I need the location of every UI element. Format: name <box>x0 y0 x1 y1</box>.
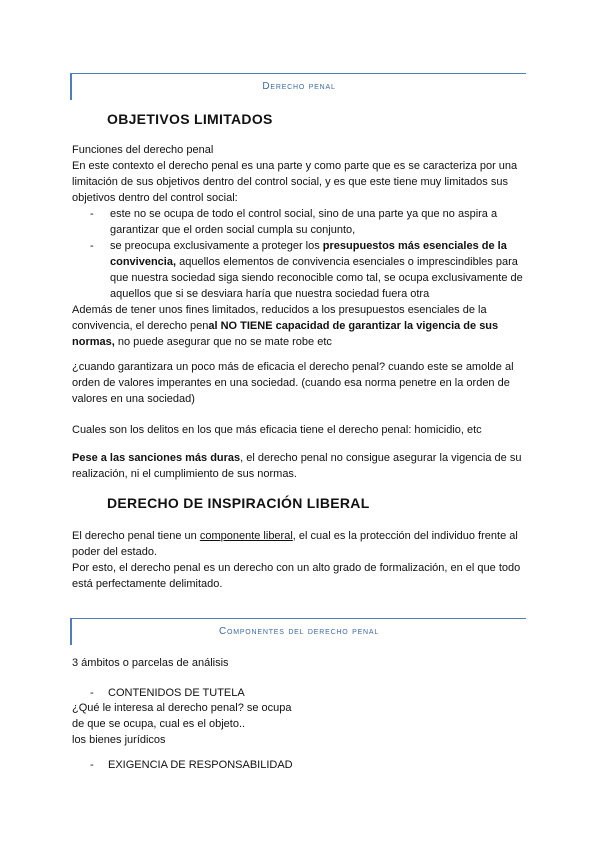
section-header-derecho-penal <box>70 73 526 100</box>
paragraph-tutela <box>72 700 532 748</box>
bullet-bold-text: presupuestos más esenciales de la convivencia, <box>110 240 507 268</box>
intro-line1: Funciones del derecho penal <box>72 144 214 156</box>
liberal-line2: Por esto, el derecho penal es un derecho con un alto grado de formalización, en el que todo está perfectamente delimitado. <box>72 562 521 590</box>
bullet-item-1 <box>90 206 532 238</box>
bullet-text: aquellos elementos de convivencia esenciales o imprescindibles para que nuestra sociedad siga siendo reconocible como tal, se ocupa exclusivamente de aquellos que si se desviara haría que nuestra sociedad fuera otra <box>110 256 523 300</box>
heading-objetivos-limitados: OBJETIVOS LIMITADOS <box>107 111 273 127</box>
fines-bold: al NO TIENE capacidad de garantizar la vigencia de sus normas, <box>72 320 499 348</box>
paragraph-eficacia <box>72 359 532 407</box>
dash-marker: - <box>90 687 94 699</box>
liberal-underline: componente liberal <box>199 530 293 542</box>
tutela-line3: los bienes jurídicos <box>72 734 166 746</box>
sanciones-bold: Pese a las sanciones más duras <box>72 452 241 464</box>
tutela-line1: ¿Qué le interesa al derecho penal? se ocupa <box>72 702 292 714</box>
ambitos-text: 3 ámbitos o parcelas de análisis <box>72 657 229 669</box>
liberal-text-end: , el cual es la protección del individuo frente al poder del estado. <box>72 530 518 558</box>
paragraph-delitos <box>72 422 532 438</box>
tutela-line2: de que se ocupa, cual es el objeto.. <box>72 718 246 730</box>
bullet-item-2 <box>90 238 532 302</box>
eficacia-text: ¿cuando garantizara un poco más de eficacia el derecho penal? cuando este se amolde al orden de valores imperantes en una sociedad. (cuando esa norma penetre en la orden de valores en una sociedad) <box>72 361 514 405</box>
dash-label: EXIGENCIA DE RESPONSABILIDAD <box>108 759 293 771</box>
bullet-text: este no se ocupa de todo el control social, sino de una parte ya que no aspira a garantizar que el orden social cumpla su conjunto, <box>110 208 498 236</box>
section-header-title: Derecho penal <box>262 81 336 92</box>
fines-text: Además de tener unos fines limitados, reducidos a los presupuestos esenciales de la convivencia, el derecho pen <box>72 304 487 332</box>
dash-item-contenidos <box>90 687 245 699</box>
intro-block <box>72 142 532 302</box>
bullet-text: se preocupa exclusivamente a proteger los <box>110 240 323 252</box>
fines-text-end: no puede asegurar que no se mate robe etc <box>114 336 332 348</box>
heading-derecho-liberal: DERECHO DE INSPIRACIÓN LIBERAL <box>107 495 370 511</box>
section-header-componentes <box>70 618 526 645</box>
dash-label: CONTENIDOS DE TUTELA <box>108 687 245 699</box>
intro-line2: En este contexto el derecho penal es una parte y como parte que es se caracteriza por una limitación de sus objetivos dentro del control social, y es que este tiene muy limitados sus objetivos dentro del control social: <box>72 160 518 204</box>
liberal-text: El derecho penal tiene un <box>72 530 200 542</box>
dash-item-exigencia <box>90 759 293 771</box>
paragraph-liberal <box>72 528 532 592</box>
dash-marker: - <box>90 759 94 771</box>
paragraph-sanciones <box>72 450 532 482</box>
sanciones-text: , el derecho penal no consigue asegurar la vigencia de su realización, ni el cumplimiento de sus normas. <box>72 452 522 480</box>
section-header-title: Componentes del derecho penal <box>218 626 380 637</box>
paragraph-fines <box>72 302 532 350</box>
delitos-text: Cuales son los delitos en los que más eficacia tiene el derecho penal: homicidio, etc <box>72 424 482 436</box>
bullet-list <box>72 206 532 302</box>
paragraph-ambitos <box>72 655 532 671</box>
